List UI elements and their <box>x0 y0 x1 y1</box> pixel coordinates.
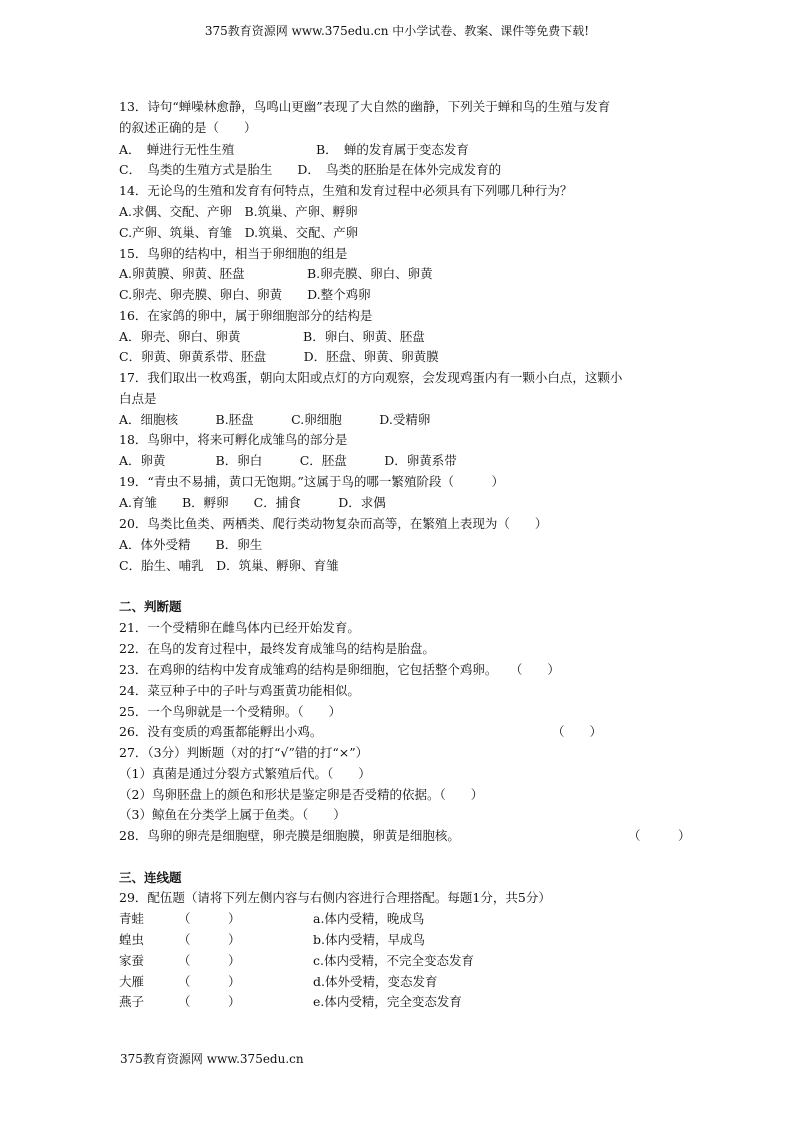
judge-line: 25．一个鸟卵就是一个受精卵。（ ） <box>119 704 342 719</box>
option-line: A．细胞核 B.胚盘 C.卵细胞 D.受精卵 <box>119 412 431 427</box>
answer-parenthesis: （ ） <box>552 724 603 739</box>
option-line: A．卵黄 B．卵白 C．胚盘 D．卵黄系带 <box>119 453 457 468</box>
question-line: 15．鸟卵的结构中，相当于卵细胞的组是 <box>119 246 348 261</box>
match-left-item: 大雁 <box>119 974 145 989</box>
answer-parenthesis: （ ） <box>178 932 241 947</box>
option-line: A.求偶、交配、产卵 B.筑巢、产卵、孵卵 <box>119 204 358 219</box>
judge-line: （2）鸟卵胚盘上的颜色和形状是鉴定卵是否受精的依据。（ ） <box>119 787 484 802</box>
question-line: 17．我们取出一枚鸡蛋，朝向太阳或点灯的方向观察，会发现鸡蛋内有一颗小白点，这颗小 <box>119 370 623 385</box>
question-line: 的叙述正确的是（ ） <box>119 120 257 135</box>
match-left-item: 燕子 <box>119 994 145 1009</box>
option-line: A．体外受精 B．卵生 <box>119 537 263 552</box>
answer-parenthesis: （ ） <box>178 911 241 926</box>
section-title: 二、判断题 <box>119 599 182 614</box>
match-right-item: c.体内受精，不完全变态发育 <box>313 953 474 968</box>
question-line: 19．“青虫不易捕，黄口无饱期。”这属于鸟的哪一繁殖阶段（ ） <box>119 474 504 489</box>
page-header: 375教育资源网 www.375edu.cn 中小学试卷、教案、课件等免费下载! <box>204 24 590 38</box>
option-line: C．卵黄、卵黄系带、胚盘 D．胚盘、卵黄、卵黄膜 <box>119 349 439 364</box>
option-line: A． 蝉进行无性生殖 <box>119 142 235 157</box>
match-right-item: e.体内受精，完全变态发育 <box>313 994 462 1009</box>
option-line: B． 蝉的发育属于变态发育 <box>316 142 469 157</box>
answer-parenthesis: （ ） <box>178 974 241 989</box>
page-footer: 375教育资源网 www.375edu.cn <box>120 1052 304 1066</box>
option-line: A．卵壳、卵白、卵黄 B．卵白、卵黄、胚盘 <box>119 329 425 344</box>
match-left-item: 青蛙 <box>119 911 145 926</box>
match-right-item: d.体外受精，变态发育 <box>313 974 438 989</box>
section-title: 三、连线题 <box>119 870 182 885</box>
option-line: C.卵壳、卵壳膜、卵白、卵黄 D.整个鸡卵 <box>119 287 371 302</box>
match-right-item: b.体内受精，早成鸟 <box>313 932 425 947</box>
option-line: C.产卵、筑巢、育雏 D.筑巢、交配、产卵 <box>119 225 359 240</box>
option-line: C． 鸟类的生殖方式是胎生 D． 鸟类的胚胎是在体外完成发育的 <box>119 162 502 177</box>
judge-line: 26．没有变质的鸡蛋都能孵出小鸡。 <box>119 724 323 739</box>
judge-line: 27．（3分）判断题（对的打“√”错的打“×”） <box>119 745 369 760</box>
answer-parenthesis: （ ） <box>178 994 241 1009</box>
option-line: C．胎生、哺乳 D．筑巢、孵卵、育雏 <box>119 558 339 573</box>
question-line: 18．鸟卵中，将来可孵化成雏鸟的部分是 <box>119 432 348 447</box>
question-line: 20．鸟类比鱼类、两栖类、爬行类动物复杂而高等，在繁殖上表现为（ ） <box>119 516 548 531</box>
judge-line: 22．在鸟的发育过程中，最终发育成雏鸟的结构是胎盘。 <box>119 641 435 656</box>
answer-parenthesis: （ ） <box>628 828 691 843</box>
option-line: A.育雏 B．孵卵 C．捕食 D．求偶 <box>119 495 386 510</box>
match-left-item: 蝗虫 <box>119 932 145 947</box>
question-line: 14．无论鸟的生殖和发育有何特点，生殖和发育过程中必须具有下列哪几种行为？ <box>119 183 573 198</box>
match-right-item: a.体内受精，晚成鸟 <box>313 911 425 926</box>
judge-line: 21．一个受精卵在雌鸟体内已经开始发育。 <box>119 620 360 635</box>
option-line: A.卵黄膜、卵黄、胚盘 B.卵壳膜、卵白、卵黄 <box>119 266 433 281</box>
answer-parenthesis: （ ） <box>178 953 241 968</box>
question-line: 16．在家鸽的卵中，属于卵细胞部分的结构是 <box>119 308 373 323</box>
judge-line: （3）鲸鱼在分类学上属于鱼类。（ ） <box>119 807 346 822</box>
judge-line: 28．鸟卵的卵壳是细胞壁，卵壳膜是细胞膜，卵黄是细胞核。 <box>119 828 460 843</box>
question-line: 白点是 <box>119 391 157 406</box>
judge-line: 23．在鸡卵的结构中发育成雏鸡的结构是卵细胞，它包括整个鸡卵。 （ ） <box>119 662 560 677</box>
question-line: 13．诗句“蝉噪林愈静，鸟鸣山更幽”表现了大自然的幽静，下列关于蝉和鸟的生殖与发育 <box>119 99 611 114</box>
judge-line: （1）真菌是通过分裂方式繁殖后代。（ ） <box>119 766 371 781</box>
match-intro: 29．配伍题（请将下列左侧内容与右侧内容进行合理搭配。每题1分，共5分） <box>119 890 551 905</box>
match-left-item: 家蚕 <box>119 953 145 968</box>
judge-line: 24．菜豆种子中的子叶与鸡蛋黄功能相似。 <box>119 683 360 698</box>
